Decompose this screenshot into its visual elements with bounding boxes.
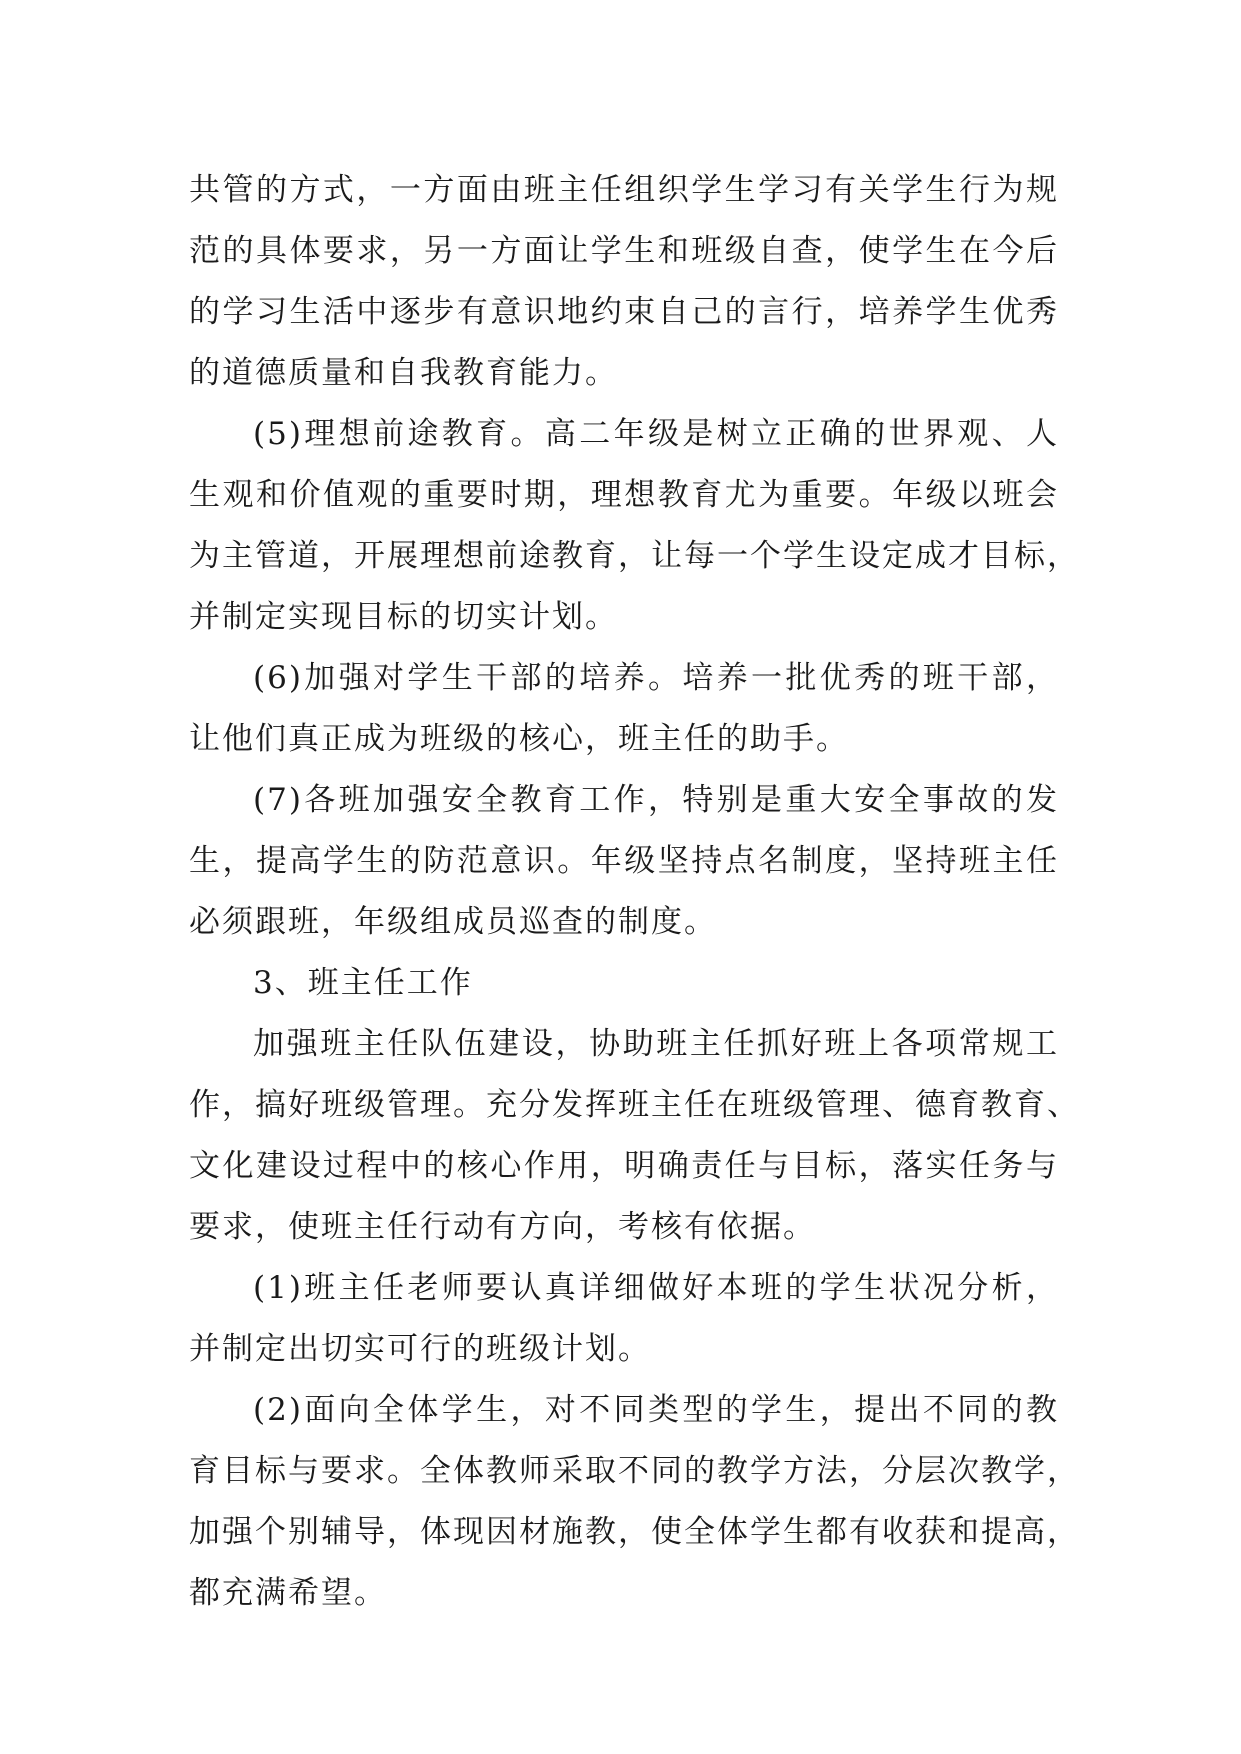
text-line: (1)班主任老师要认真详细做好本班的学生状况分析，	[253, 1270, 1059, 1306]
text-line: (7)各班加强安全教育工作，特别是重大安全事故的发	[253, 782, 1059, 818]
text-line: 生观和价值观的重要时期，理想教育尤为重要。年级以班会	[189, 477, 1059, 513]
text-line: 必须跟班，年级组成员巡查的制度。	[189, 904, 717, 940]
text-line: 并制定实现目标的切实计划。	[189, 599, 618, 635]
text-line: (5)理想前途教育。高二年级是树立正确的世界观、人	[253, 416, 1059, 452]
text-line: (2)面向全体学生，对不同类型的学生，提出不同的教	[253, 1392, 1059, 1428]
text-line: 作，搞好班级管理。充分发挥班主任在班级管理、德育教育、	[189, 1087, 1080, 1123]
text-line: (6)加强对学生干部的培养。培养一批优秀的班干部，	[253, 660, 1059, 696]
document-body	[189, 160, 1080, 1624]
text-line: 加强个别辅导，体现因材施教，使全体学生都有收获和提高，	[189, 1514, 1080, 1550]
text-line: 3、班主任工作	[253, 965, 473, 1001]
text-line: 育目标与要求。全体教师采取不同的教学方法，分层次教学，	[189, 1453, 1080, 1489]
text-line: 范的具体要求，另一方面让学生和班级自查，使学生在今后	[189, 233, 1059, 269]
text-line: 共管的方式，一方面由班主任组织学生学习有关学生行为规	[189, 172, 1059, 208]
text-line: 的学习生活中逐步有意识地约束自己的言行，培养学生优秀	[189, 294, 1059, 330]
text-line: 并制定出切实可行的班级计划。	[189, 1331, 651, 1367]
text-line: 的道德质量和自我教育能力。	[189, 355, 618, 391]
text-line: 生，提高学生的防范意识。年级坚持点名制度，坚持班主任	[189, 843, 1059, 879]
text-line: 要求，使班主任行动有方向，考核有依据。	[189, 1209, 816, 1245]
text-line: 都充满希望。	[189, 1575, 387, 1611]
text-line: 文化建设过程中的核心作用，明确责任与目标，落实任务与	[189, 1148, 1059, 1184]
text-line: 让他们真正成为班级的核心，班主任的助手。	[189, 721, 849, 757]
text-line: 加强班主任队伍建设，协助班主任抓好班上各项常规工	[253, 1026, 1059, 1062]
text-line: 为主管道，开展理想前途教育，让每一个学生设定成才目标，	[189, 538, 1080, 574]
